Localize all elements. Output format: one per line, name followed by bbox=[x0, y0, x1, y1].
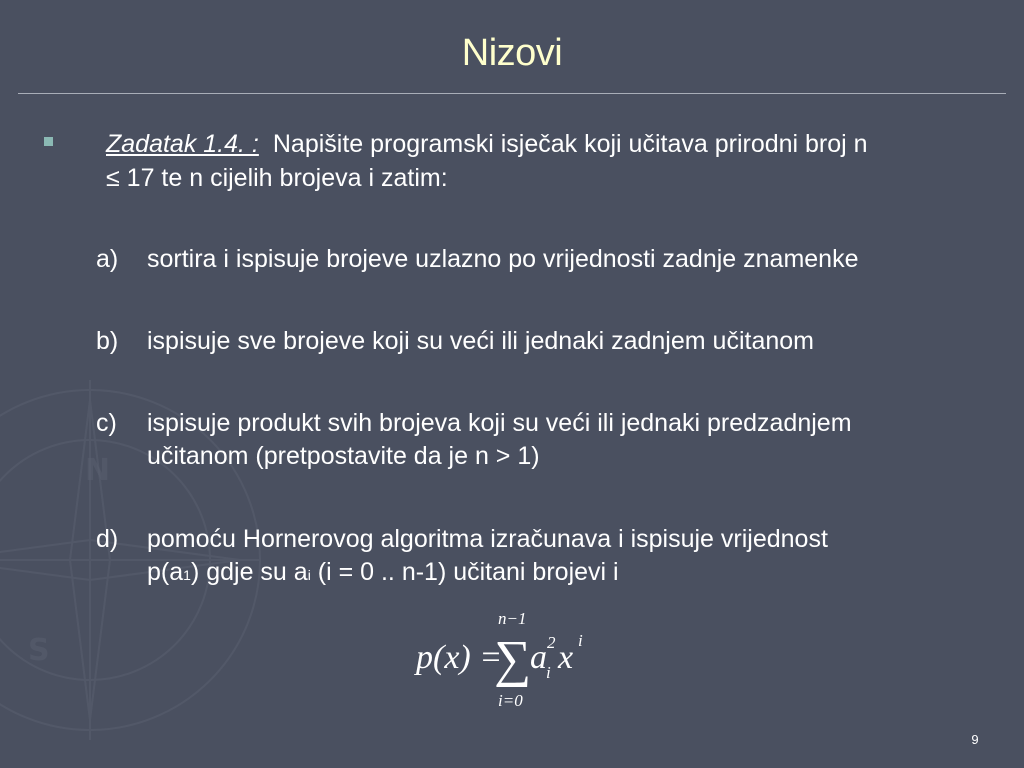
formula-lower-limit: i=0 bbox=[498, 691, 523, 710]
formula-upper-limit: n−1 bbox=[498, 609, 527, 628]
formula-term-x: x bbox=[558, 639, 574, 676]
formula-sup-2: 2 bbox=[547, 633, 556, 652]
item-letter: d) bbox=[96, 525, 119, 553]
formula-sub-i: i bbox=[546, 663, 551, 682]
item-text bbox=[147, 523, 967, 592]
item-letter: a) bbox=[96, 245, 119, 273]
sigma-symbol: ∑ bbox=[494, 631, 532, 688]
item-letter: b) bbox=[96, 327, 119, 355]
item-text-line1: ispisuje produkt svih brojeva koji su veći ili jednaki predzadnjem bbox=[147, 409, 852, 437]
horner-formula bbox=[410, 600, 600, 712]
formula-lhs: p(x) = bbox=[416, 639, 503, 676]
item-text: sortira i ispisuje brojeve uzlazno po vrijednosti zadnje znamenke bbox=[147, 245, 859, 273]
title-divider bbox=[18, 93, 1006, 94]
item-text: ispisuje sve brojeve koji su veći ili jednaki zadnjem učitanom bbox=[147, 327, 814, 355]
item-text-line2: p(a1) gdje su ai (i = 0 .. n-1) učitani brojevi i bbox=[147, 558, 619, 586]
task-intro bbox=[106, 127, 996, 195]
svg-text:S: S bbox=[28, 633, 50, 668]
task-text-line2: ≤ 17 te n cijelih brojeva i zatim: bbox=[106, 164, 448, 192]
item-text-line1: pomoću Hornerovog algoritma izračunava i ispisuje vrijednost bbox=[147, 525, 828, 553]
task-label: Zadatak 1.4. : bbox=[106, 130, 259, 158]
item-text-line2: učitanom (pretpostavite da je n > 1) bbox=[147, 442, 540, 470]
task-text-line1: Napišite programski isječak koji učitava prirodni broj n bbox=[272, 130, 868, 158]
page-number: 9 bbox=[971, 732, 979, 747]
item-letter: c) bbox=[96, 409, 117, 437]
bullet-square-icon bbox=[44, 137, 53, 146]
item-text bbox=[147, 407, 967, 473]
slide-title: Nizovi bbox=[461, 32, 563, 74]
svg-text:N: N bbox=[85, 453, 111, 488]
formula-term-a: a bbox=[530, 639, 547, 676]
formula-sup-i: i bbox=[578, 631, 583, 650]
